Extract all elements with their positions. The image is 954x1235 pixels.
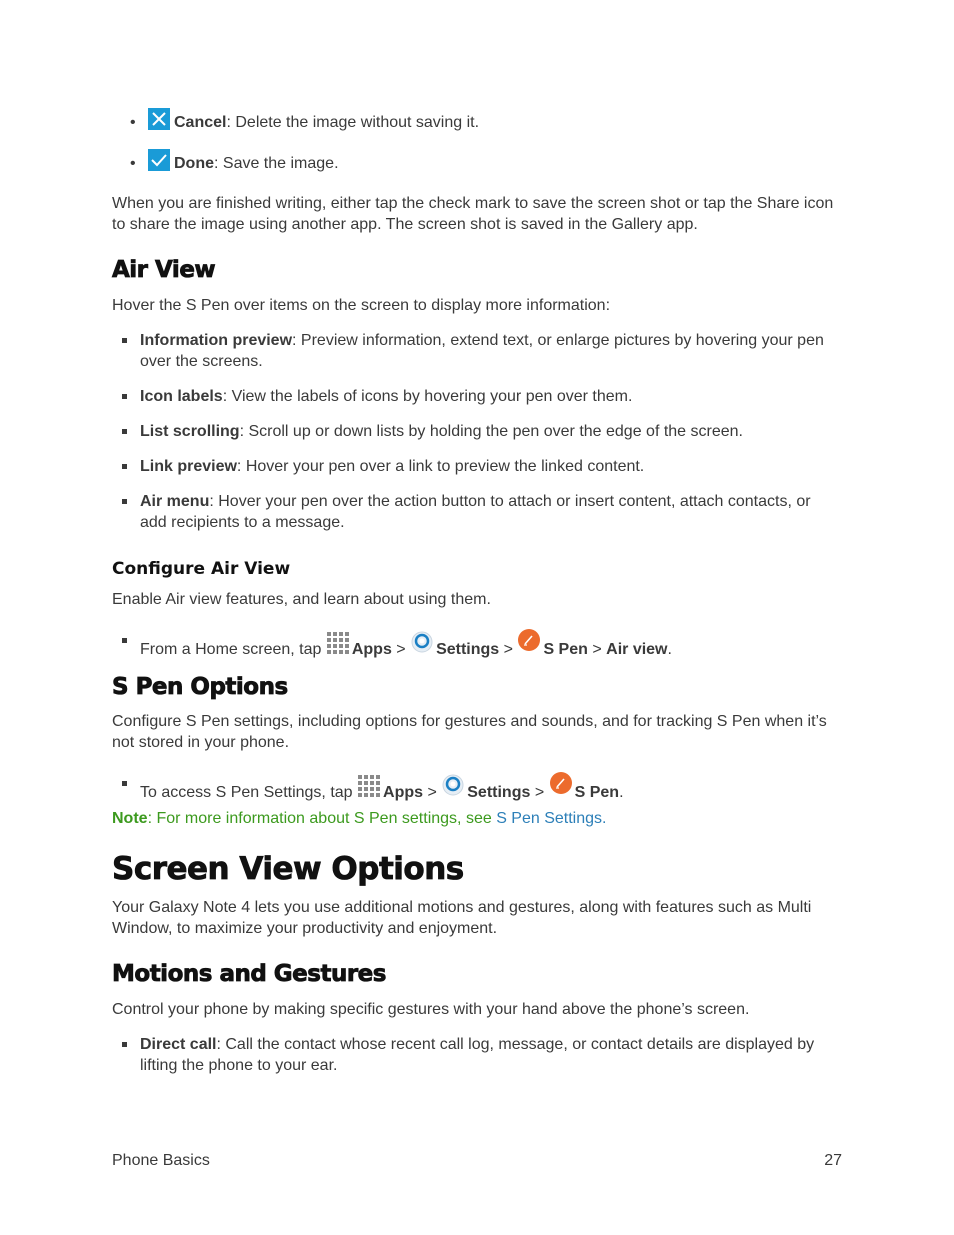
list-item [140, 386, 840, 407]
term: Icon labels [140, 388, 223, 405]
step-text: From a Home screen, tap [140, 641, 326, 658]
separator: > [530, 784, 549, 801]
screen-view-intro: Your Galaxy Note 4 lets you use additional motions and gestures, along with features such as Multi Window, to maximize your productivity and enjoyment. [112, 899, 812, 937]
settings-label: Settings [436, 641, 500, 658]
apps-grid-icon [326, 631, 350, 655]
screen-view-options-heading: Screen View Options [112, 851, 464, 887]
bullet [122, 499, 127, 504]
desc-cancel: : Delete the image without saving it. [226, 114, 480, 131]
configure-air-view-heading: Configure Air View [112, 559, 291, 579]
term: Air menu [140, 493, 210, 510]
intro-paragraph: When you are finished writing, either tap the check mark to save the screen shot or tap the Share icon to share the image using another app. The screen shot is saved in the Gallery app. [112, 195, 834, 233]
desc: : Preview information, extend text, or enlarge pictures by hovering your pen over the screens. [140, 332, 824, 370]
bullet [122, 394, 127, 399]
separator: > [423, 784, 442, 801]
separator: > [499, 641, 518, 658]
term: Link preview [140, 458, 237, 475]
settings-gear-icon [410, 630, 434, 654]
configure-step [140, 628, 840, 660]
bullet [122, 781, 127, 786]
note [112, 808, 842, 829]
page-number: 27 [824, 1152, 842, 1169]
period: . [619, 784, 624, 801]
s-pen-label: S Pen [574, 784, 620, 801]
motions-intro: Control your phone by making specific gestures with your hand above the phone’s screen. [112, 1001, 750, 1018]
list-item [140, 491, 840, 533]
term-done: Done [174, 155, 214, 172]
list-item-cancel [130, 112, 480, 133]
list-item [140, 1034, 840, 1076]
check-icon [148, 149, 170, 171]
list-item [140, 421, 840, 442]
s-pen-options-heading: S Pen Options [112, 674, 288, 700]
bullet: • [130, 155, 136, 172]
desc: : Call the contact whose recent call log, message, or contact details are displayed by lifting the phone to your ear. [140, 1036, 815, 1074]
motions-gestures-heading: Motions and Gestures [112, 961, 386, 987]
apps-label: Apps [383, 784, 424, 801]
term: Direct call [140, 1036, 217, 1053]
desc: : Scroll up or down lists by holding the pen over the edge of the screen. [239, 423, 743, 440]
separator: > [587, 641, 607, 658]
air-view-label: Air view [606, 641, 668, 658]
s-pen-options-intro: Configure S Pen settings, including options for gestures and sounds, and for tracking S Pen when it’s not stored in your phone. [112, 713, 827, 751]
list-item [140, 456, 840, 477]
separator: > [391, 641, 411, 658]
bullet [122, 338, 127, 343]
bullet [122, 638, 127, 643]
desc-done: : Save the image. [214, 155, 339, 172]
air-view-intro: Hover the S Pen over items on the screen to display more information: [112, 297, 611, 314]
s-pen-icon [549, 771, 573, 795]
bullet [122, 1042, 127, 1047]
term-cancel: Cancel [174, 114, 227, 131]
list-item [140, 330, 840, 372]
bullet: • [130, 114, 136, 131]
s-pen-label: S Pen [543, 641, 588, 658]
term: Information preview [140, 332, 293, 349]
desc: : Hover your pen over the action button to attach or insert content, attach contacts, or add recipients to a message. [140, 493, 811, 531]
term: List scrolling [140, 423, 240, 440]
settings-gear-icon [441, 773, 465, 797]
apps-grid-icon [357, 774, 381, 798]
note-text: : For more information about S Pen settings, see [147, 810, 497, 827]
desc: : View the labels of icons by hovering your pen over them. [222, 388, 633, 405]
period: . [667, 641, 672, 658]
s-pen-step [140, 771, 840, 803]
configure-air-view-intro: Enable Air view features, and learn about using them. [112, 591, 491, 608]
step-text: To access S Pen Settings, tap [140, 784, 358, 801]
s-pen-settings-link[interactable]: S Pen Settings. [496, 810, 607, 827]
s-pen-icon [517, 628, 541, 652]
note-label: Note [112, 810, 148, 827]
settings-label: Settings [467, 784, 531, 801]
close-x-icon [148, 108, 170, 130]
bullet [122, 429, 127, 434]
bullet [122, 464, 127, 469]
list-item-done [130, 153, 339, 174]
air-view-heading: Air View [112, 257, 216, 283]
page-footer [112, 1150, 842, 1171]
apps-label: Apps [351, 641, 392, 658]
desc: : Hover your pen over a link to preview the linked content. [236, 458, 645, 475]
footer-section: Phone Basics [112, 1152, 210, 1169]
